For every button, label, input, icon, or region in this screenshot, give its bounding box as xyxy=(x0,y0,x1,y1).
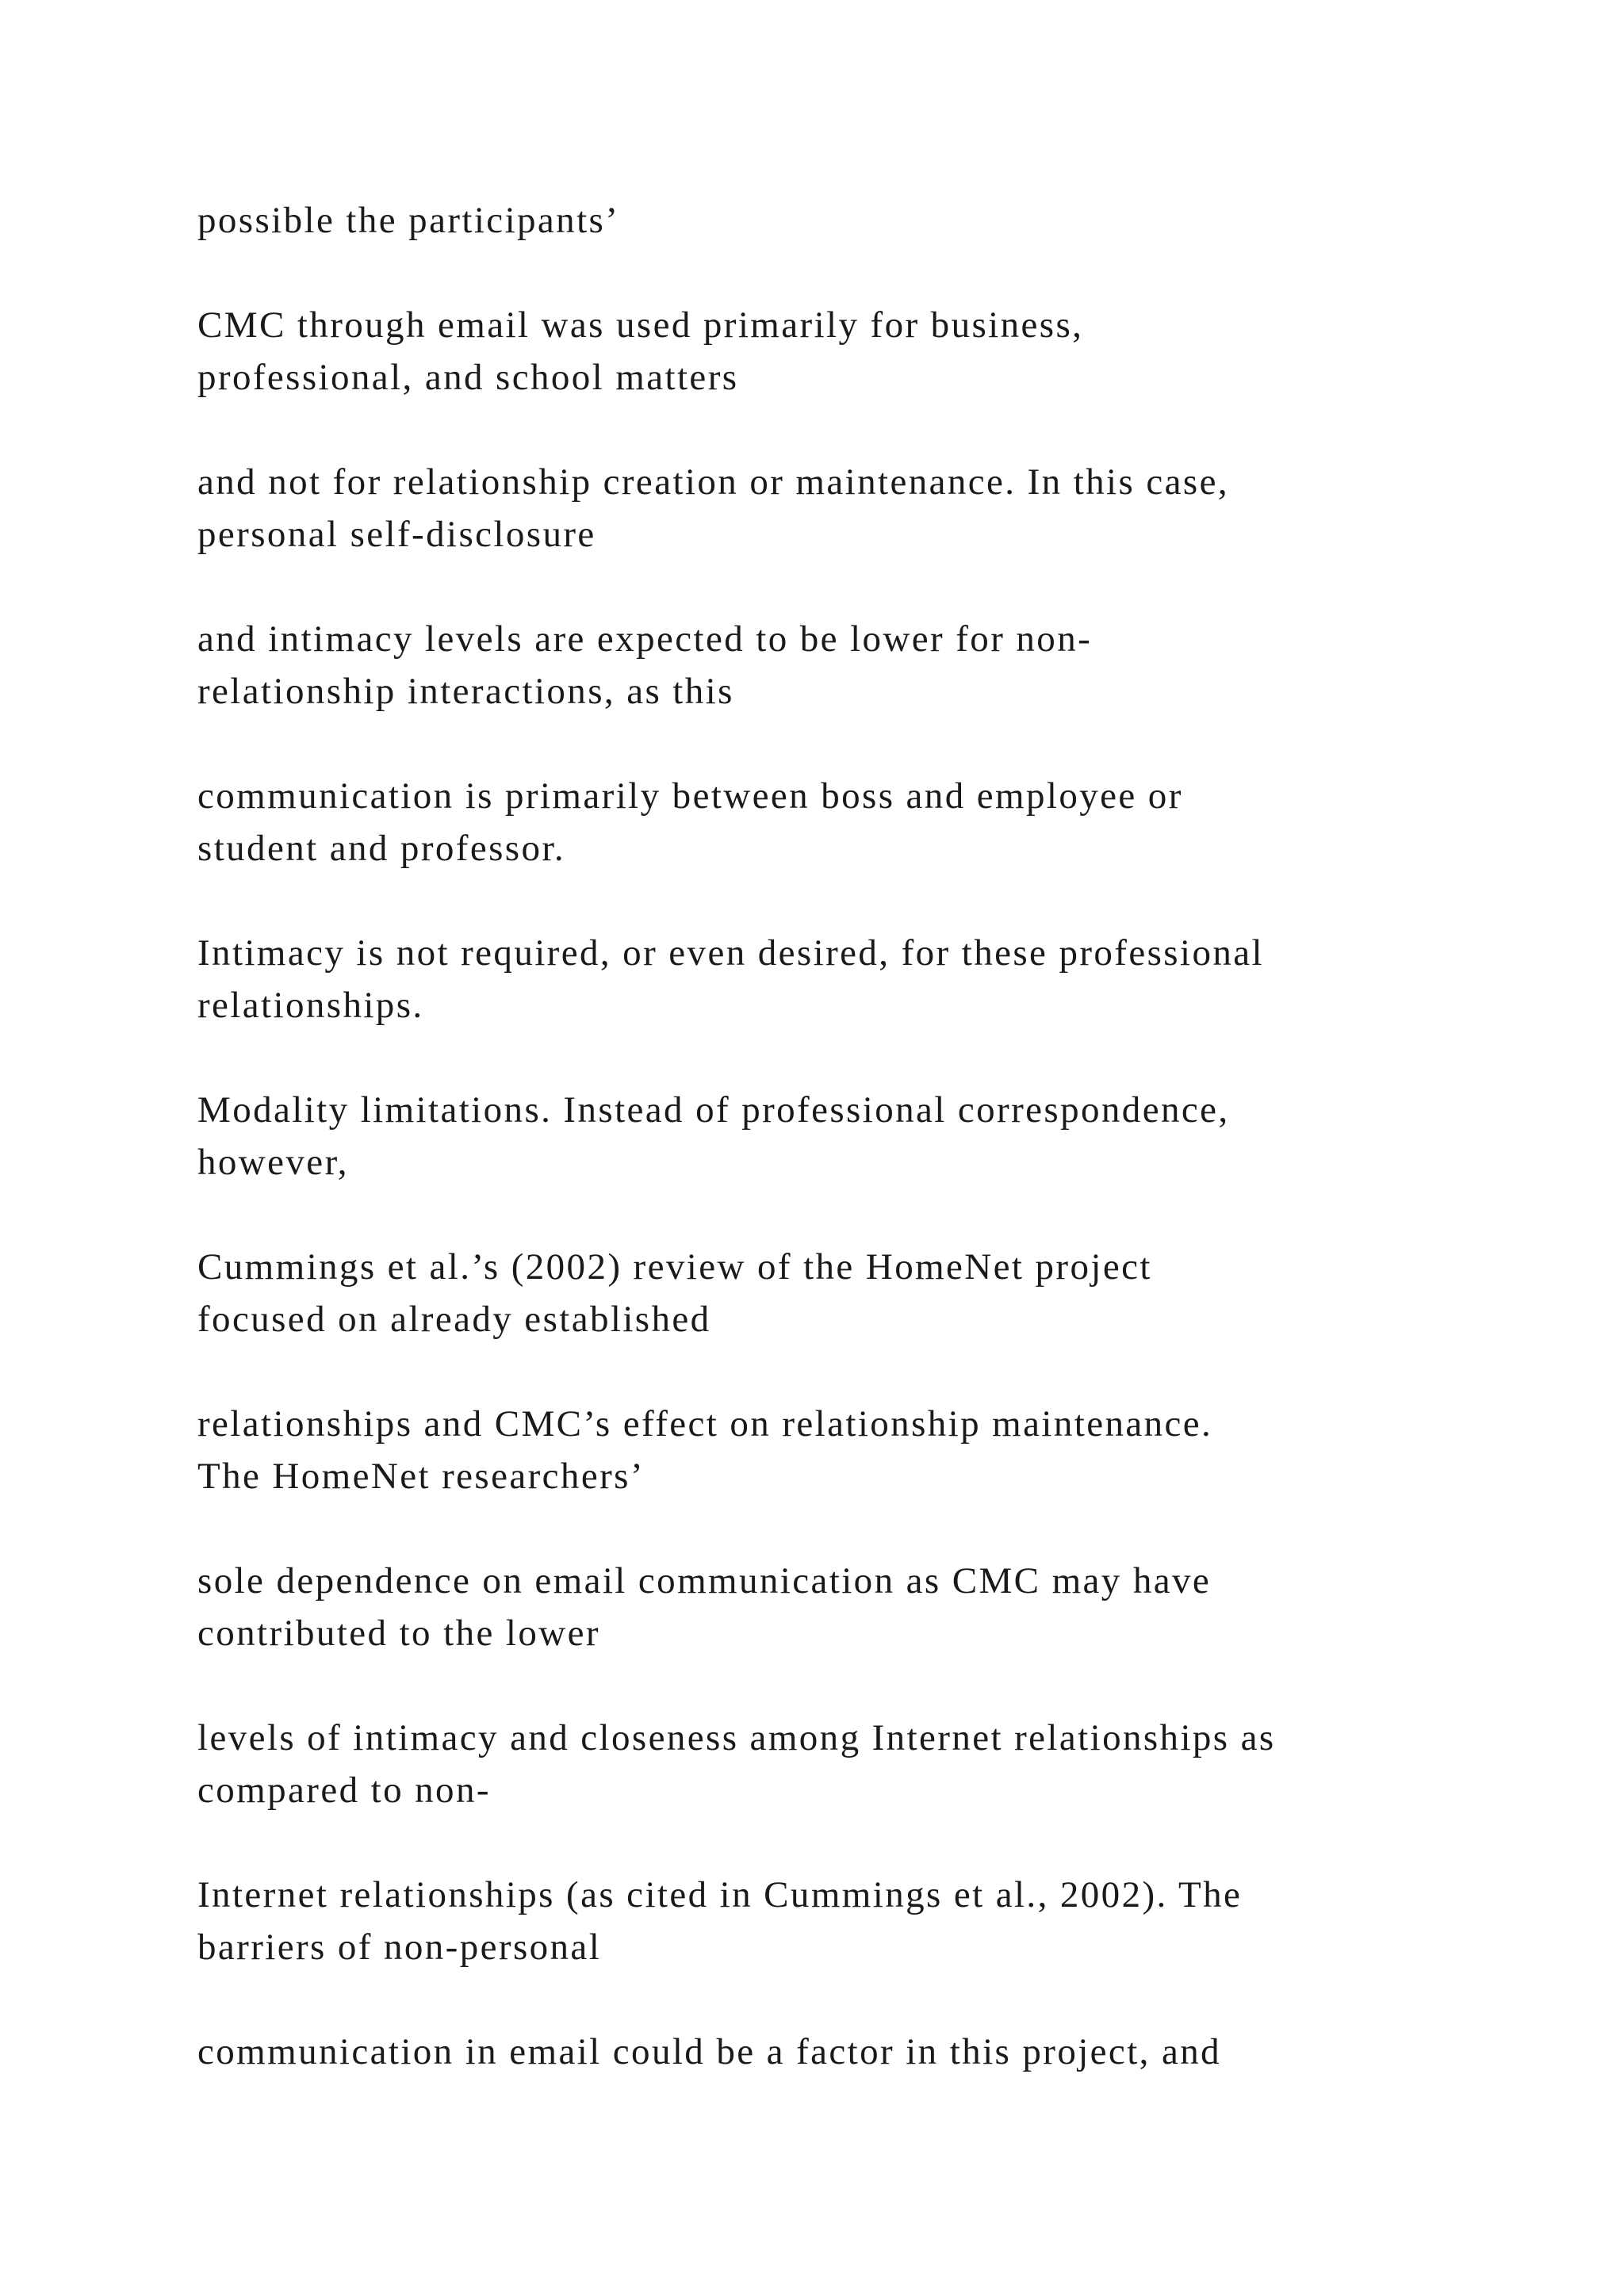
text-line: relationship interactions, as this xyxy=(197,671,734,712)
text-line: CMC through email was used primarily for business, xyxy=(197,304,1084,346)
paragraph xyxy=(197,1398,1506,1502)
paragraph xyxy=(197,1712,1506,1816)
paragraph xyxy=(197,299,1506,404)
text-line: Modality limitations. Instead of professional correspondence, xyxy=(197,1089,1230,1131)
paragraph xyxy=(197,1241,1506,1345)
text-line: student and professor. xyxy=(197,828,565,869)
paragraph xyxy=(197,1084,1506,1188)
text-line: communication in email could be a factor in this project, and xyxy=(197,2031,1222,2072)
paragraph xyxy=(197,1555,1506,1659)
paragraph xyxy=(197,456,1506,561)
text-line: The HomeNet researchers’ xyxy=(197,1456,645,1497)
paragraph xyxy=(197,1869,1506,1973)
text-line: however, xyxy=(197,1142,349,1183)
text-line: communication is primarily between boss and employee or xyxy=(197,775,1183,817)
text-line: focused on already established xyxy=(197,1299,711,1340)
text-line: Internet relationships (as cited in Cummings et al., 2002). The xyxy=(197,1874,1243,1915)
text-line: barriers of non-personal xyxy=(197,1927,602,1968)
text-line: personal self-disclosure xyxy=(197,514,596,555)
paragraph xyxy=(197,770,1506,874)
text-line: compared to non- xyxy=(197,1770,491,1811)
paragraph xyxy=(197,927,1506,1031)
text-line: and intimacy levels are expected to be lower for non- xyxy=(197,618,1093,660)
text-line: sole dependence on email communication as CMC may have xyxy=(197,1560,1212,1601)
text-line: levels of intimacy and closeness among Internet relationships as xyxy=(197,1717,1276,1758)
paragraph xyxy=(197,613,1506,718)
text-line: contributed to the lower xyxy=(197,1613,600,1654)
text-line: possible the participants’ xyxy=(197,200,620,241)
paragraph xyxy=(197,194,1506,247)
paragraph xyxy=(197,2026,1506,2078)
text-line: relationships and CMC’s effect on relationship maintenance. xyxy=(197,1403,1213,1445)
body-text xyxy=(197,194,1506,2130)
text-line: Intimacy is not required, or even desired, for these professional xyxy=(197,932,1264,974)
text-line: and not for relationship creation or maintenance. In this case, xyxy=(197,461,1229,503)
text-line: professional, and school matters xyxy=(197,357,739,398)
text-line: Cummings et al.’s (2002) review of the HomeNet project xyxy=(197,1246,1152,1288)
text-line: relationships. xyxy=(197,985,424,1026)
